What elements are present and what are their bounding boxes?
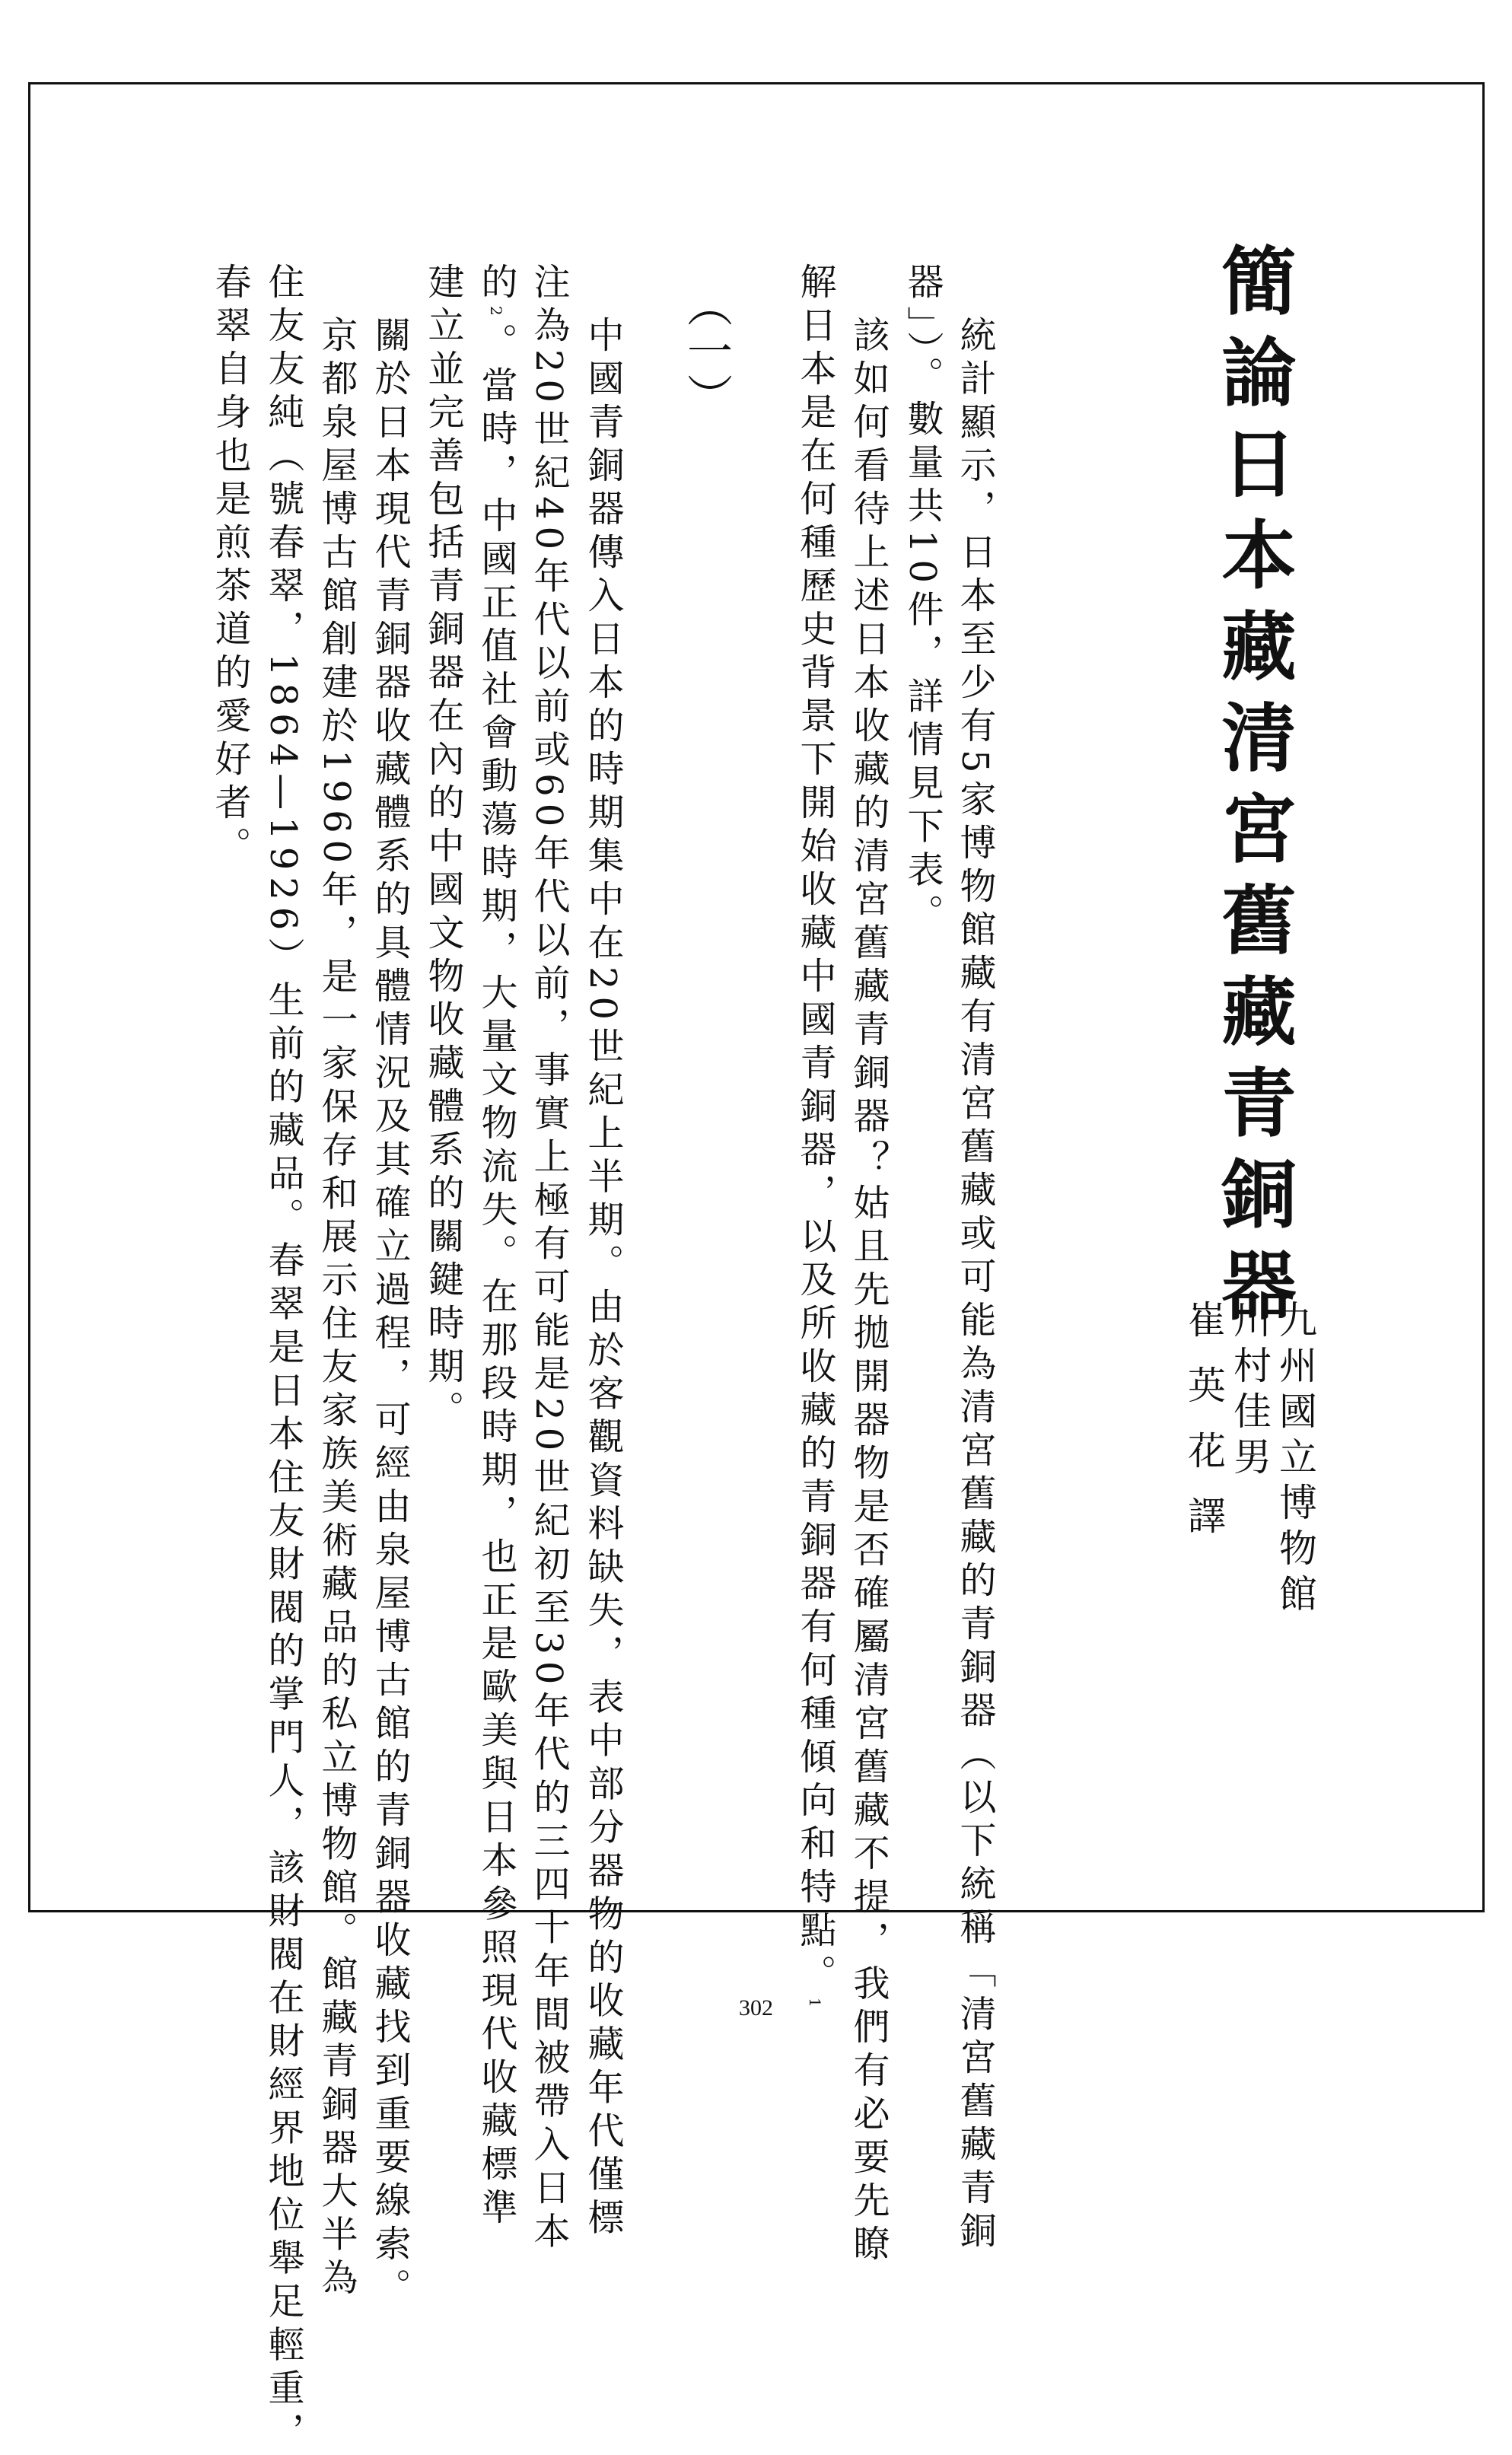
section-p1-line-3b: 。當時，中國正值社會動蕩時期，大量文物流失。在那段時期，也正是歐美與日本參照現代收藏標準 <box>475 322 517 2231</box>
section-p2-line-1: 關於日本現代青銅器收藏體系的具體情況及其確立過程，可經由泉屋博古館的青銅器收藏找到重要線索。 <box>368 316 411 2311</box>
translator-name: 崔 英 花 譯 <box>1182 1300 1226 1542</box>
section-heading: （一） <box>680 282 733 419</box>
section-p1-line-3a: 的 <box>475 263 517 306</box>
section-p1-line-3 <box>475 263 517 2231</box>
section-p1-line-2: 注為20世紀40年代以前或60年代以前，事實上極有可能是20世紀初至30年代的三四十年間被帶入日本 <box>527 263 570 2256</box>
page-number: 302 <box>739 1995 773 2020</box>
footnote-marker-1: 1 <box>806 1998 824 2014</box>
section-p3-line-3: 春翠自身也是煎茶道的愛好者。 <box>208 263 251 870</box>
intro-line-4 <box>794 263 836 2014</box>
section-p1-line-4: 建立並完善包括青銅器在內的中國文物收藏體系的關鍵時期。 <box>422 263 464 1434</box>
section-p1-line-1: 中國青銅器傳入日本的時期集中在20世紀上半期。由於客觀資料缺失，表中部分器物的收藏年代僅標 <box>581 316 624 2242</box>
intro-line-4-text: 解日本是在何種歷史背景下開始收藏中國青銅器，以及所收藏的青銅器有何種傾向和特點。 <box>794 263 836 1998</box>
intro-line-2: 器」）。數量共10件，詳情見下表。 <box>901 263 944 938</box>
footnote-marker-2: 2 <box>487 306 505 323</box>
section-p3-line-2: 住友友純（號春翠，1864—1926）生前的藏品。春翠是日本住友財閥的掌門人，該財閥在財經界地位舉足輕重， <box>262 263 304 2455</box>
author-affiliation: 九州國立博物館 <box>1273 1300 1317 1619</box>
section-p3-line-1: 京都泉屋博古館創建於1960年，是一家保存和展示住友家族美術藏品的私立博物館。館藏青銅器大半為 <box>315 316 358 2302</box>
intro-line-1: 統計顯示，日本至少有5家博物館藏有清宮舊藏或可能為清宮舊藏的青銅器（以下統稱「清宮舊藏青銅 <box>953 316 996 2255</box>
page-title: 簡論日本藏清宮舊藏青銅器 <box>1209 242 1297 1338</box>
author-name: 川村佳男 <box>1227 1300 1272 1482</box>
intro-line-3: 該如何看待上述日本收藏的清宮舊藏青銅器？姑且先拋開器物是否確屬清宮舊藏不提，我們有必要先瞭 <box>847 316 890 2268</box>
